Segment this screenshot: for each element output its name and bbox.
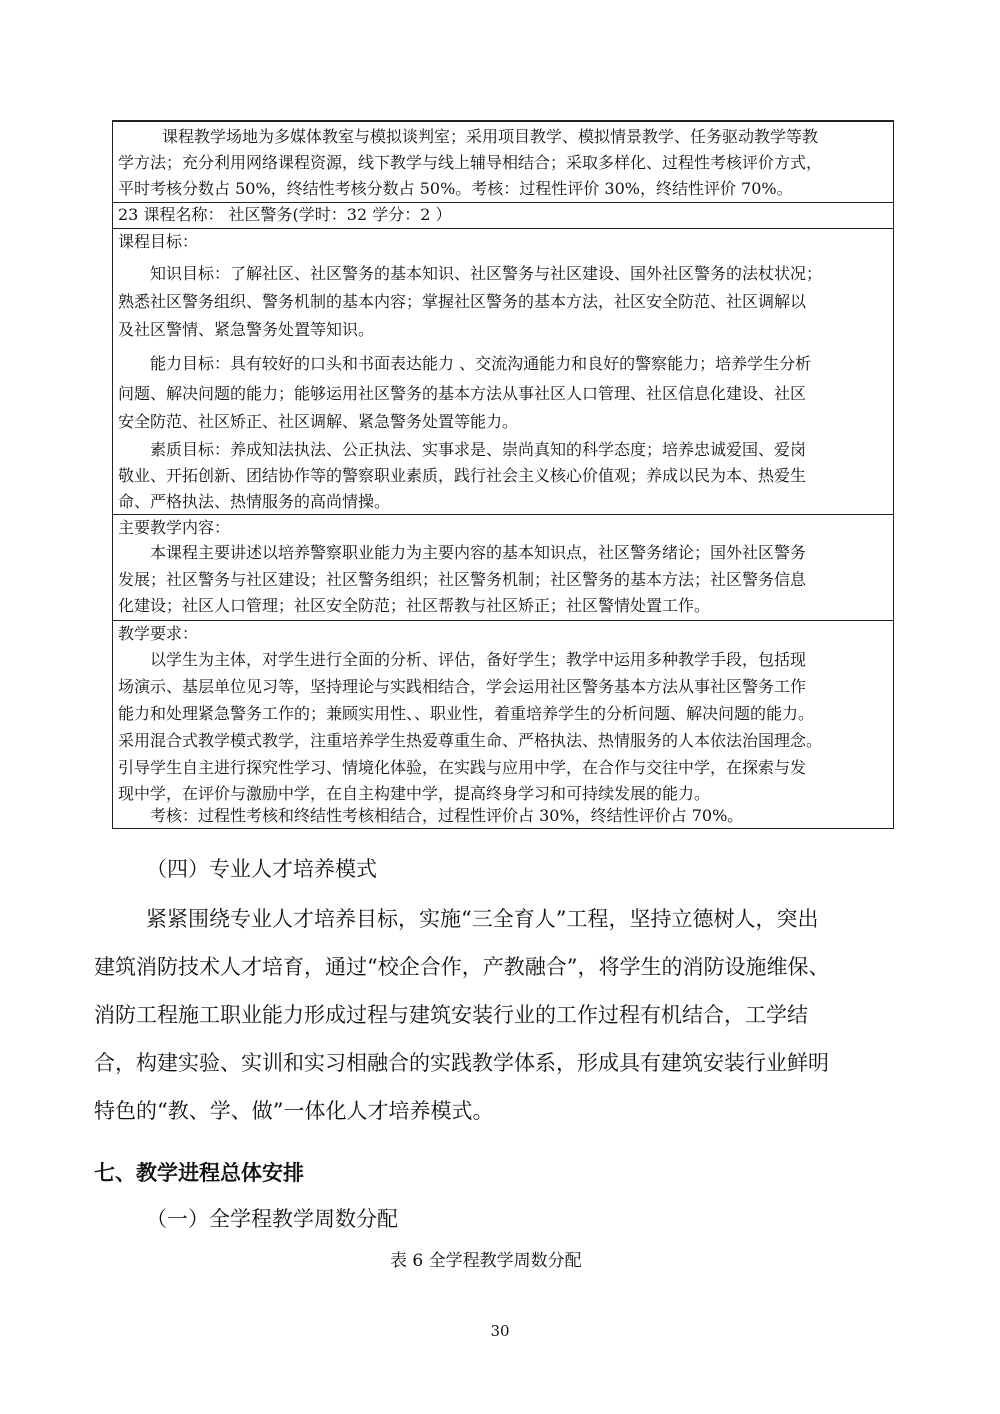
- requirements-line: 现中学，在评价与激励中学，在自主构建中学，提高终身学习和可持续发展的能力。: [118, 784, 711, 803]
- table-rule: [112, 228, 893, 229]
- objectives-line: 安全防范、社区矫正、社区调解、紧急警务处置等能力。: [118, 412, 519, 431]
- section-heading: （四）专业人才培养模式: [146, 857, 377, 881]
- requirements-line: 场演示、基层单位见习等，坚持理论与实践相结合，学会运用社区警务基本方法从事社区警务工作: [118, 677, 807, 696]
- requirements-line: 采用混合式教学模式教学，注重培养学生热爱尊重生命、严格执法、热情服务的人本依法治国理念。: [118, 731, 823, 750]
- prev-requirements-line: 平时考核分数占 50%，终结性考核分数占 50%。考核：过程性评价 30%，终结性评价 70%。: [118, 179, 793, 198]
- chapter-heading: 七、教学进程总体安排: [94, 1161, 304, 1185]
- objectives-line: 问题、解决问题的能力；能够运用社区警务的基本方法从事社区人口管理、社区信息化建设、社区: [118, 384, 807, 403]
- objectives-line: 能力目标：具有较好的口头和书面表达能力 、交流沟通能力和良好的警察能力；培养学生分析: [150, 354, 812, 373]
- requirements-line: 引导学生自主进行探究性学习、情境化体验，在实践与应用中学，在合作与交往中学，在探索与发: [118, 758, 807, 777]
- requirements-line: 考核：过程性考核和终结性考核相结合，过程性评价占 30%，终结性评价占 70%。: [150, 806, 744, 825]
- table-caption: 表 6 全学程教学周数分配: [390, 1251, 582, 1271]
- objectives-label: 课程目标：: [118, 232, 199, 251]
- objectives-line: 知识目标：了解社区、社区警务的基本知识、社区警务与社区建设、国外社区警务的法杖状况；: [150, 264, 823, 283]
- objectives-line: 命、严格执法、热情服务的高尚情操。: [118, 492, 391, 511]
- page-number: 30: [490, 1322, 510, 1340]
- section-paragraph-line: 消防工程施工职业能力形成过程与建筑安装行业的工作过程有机结合，工学结: [94, 1003, 808, 1027]
- content-line: 发展；社区警务与社区建设；社区警务组织；社区警务机制；社区警务的基本方法；社区警务信息: [118, 570, 807, 589]
- requirements-line: 以学生为主体，对学生进行全面的分析、评估，备好学生；教学中运用多种教学手段，包括现: [150, 650, 807, 669]
- table-top-rule: [112, 120, 893, 122]
- content-line: 本课程主要讲述以培养警察职业能力为主要内容的基本知识点，社区警务绪论；国外社区警务: [150, 543, 807, 562]
- section-paragraph-line: 特色的“教、学、做”一体化人才培养模式。: [94, 1099, 494, 1123]
- section-paragraph-line: 合，构建实验、实训和实习相融合的实践教学体系，形成具有建筑安装行业鲜明: [94, 1051, 829, 1075]
- section-paragraph-line: 建筑消防技术人才培育，通过“校企合作，产教融合”，将学生的消防设施维保、: [94, 955, 830, 979]
- objectives-line: 熟悉社区警务组织、警务机制的基本内容；掌握社区警务的基本方法，社区安全防范、社区调解以: [118, 292, 807, 311]
- requirements-label: 教学要求：: [118, 624, 199, 643]
- content-line: 化建设；社区人口管理；社区安全防范；社区帮教与社区矫正；社区警情处置工作。: [118, 596, 711, 615]
- table-rule: [112, 202, 893, 203]
- section-paragraph-line: 紧紧围绕专业人才培养目标，实施“三全育人”工程，坚持立德树人，突出: [146, 907, 819, 931]
- objectives-line: 及社区警情、紧急警务处置等知识。: [118, 320, 375, 339]
- course-title: 23 课程名称： 社区警务(学时：32 学分：2 ）: [118, 205, 452, 224]
- table-rule: [112, 514, 893, 515]
- content-label: 主要教学内容：: [118, 518, 231, 537]
- requirements-line: 能力和处理紧急警务工作的；兼顾实用性、、职业性，着重培养学生的分析问题、解决问题的能力。: [118, 704, 815, 723]
- sub-heading: （一）全学程教学周数分配: [146, 1207, 398, 1231]
- table-rule: [112, 620, 893, 621]
- prev-requirements-line: 学方法；充分利用网络课程资源，线下教学与线上辅导相结合；采取多样化、过程性考核评价方式，: [118, 153, 823, 172]
- objectives-line: 敬业、开拓创新、团结协作等的警察职业素质，践行社会主义核心价值观；养成以民为本、热爱生: [118, 466, 807, 485]
- prev-requirements-line: 课程教学场地为多媒体教室与模拟谈判室；采用项目教学、模拟情景教学、任务驱动教学等教: [162, 127, 819, 146]
- objectives-line: 素质目标：养成知法执法、公正执法、实事求是、崇尚真知的科学态度；培养忠诚爱国、爱岗: [150, 440, 807, 459]
